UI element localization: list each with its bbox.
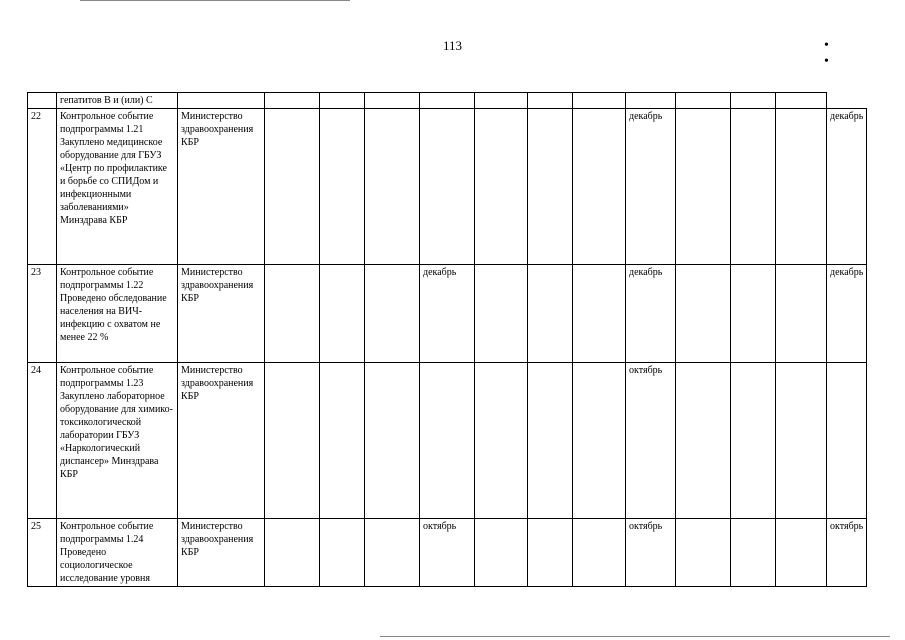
row-number-cell: 25: [28, 519, 57, 587]
period-cell: октябрь: [626, 519, 676, 587]
continuation-row: [28, 93, 867, 109]
period-cell: декабрь: [827, 109, 867, 265]
period-cell: [776, 265, 827, 363]
period-cell: [573, 265, 626, 363]
period-cell: [776, 363, 827, 519]
event-cell: Контрольное событие подпрограммы 1.24 Проведено социологическое исследование уровня: [57, 519, 178, 587]
period-cell: [320, 109, 365, 265]
period-cell: [676, 519, 731, 587]
period-cell: октябрь: [626, 363, 676, 519]
period-cell: декабрь: [626, 265, 676, 363]
table-row: [28, 265, 867, 363]
event-cell: Контрольное событие подпрограммы 1.21 Закуплено медицинское оборудование для ГБУЗ «Центр по профилактике и борьбе со СПИДом и инфекционными заболеваниями» Минздрава КБР: [57, 109, 178, 265]
period-cell: [573, 109, 626, 265]
period-cell: [265, 363, 320, 519]
period-cell: [827, 363, 867, 519]
period-cell: декабрь: [827, 265, 867, 363]
row-number-cell: 22: [28, 109, 57, 265]
period-cell: [420, 363, 475, 519]
period-cell: [420, 109, 475, 265]
period-cell: [365, 265, 420, 363]
num-cell: [28, 93, 57, 109]
period-cell: [320, 265, 365, 363]
period-cell: [265, 519, 320, 587]
period-cell: [265, 265, 320, 363]
period-cell: [320, 519, 365, 587]
period-cell: декабрь: [626, 109, 676, 265]
period-cell: [365, 519, 420, 587]
period-cell: [265, 109, 320, 265]
table-row: [28, 109, 867, 265]
period-cell: [731, 519, 776, 587]
row-number-cell: 24: [28, 363, 57, 519]
period-cell: [475, 519, 528, 587]
responsible-cell: Министерство здравоохранения КБР: [178, 109, 265, 265]
scan-artifact-bottom: [380, 636, 890, 639]
event-cell: Контрольное событие подпрограммы 1.23 Закуплено лабораторное оборудование для химико-токсикологической лаборатории ГБУЗ «Наркологический диспансер» Минздрава КБР: [57, 363, 178, 519]
period-cell: [731, 109, 776, 265]
scan-artifact-top: [80, 0, 350, 3]
period-cell: [676, 363, 731, 519]
margin-marks: • •: [824, 38, 857, 69]
period-cell: [776, 109, 827, 265]
period-cell: [528, 519, 573, 587]
event-cell: Контрольное событие подпрограммы 1.22 Проведено обследование населения на ВИЧ-инфекцию с охватом не менее 22 %: [57, 265, 178, 363]
responsible-cell: Министерство здравоохранения КБР: [178, 265, 265, 363]
period-cell: [573, 519, 626, 587]
period-cell: [776, 519, 827, 587]
table-row: [28, 519, 867, 587]
page-number: 113: [442, 38, 463, 53]
responsible-cell: Министерство здравоохранения КБР: [178, 363, 265, 519]
period-cell: [731, 363, 776, 519]
period-cell: декабрь: [420, 265, 475, 363]
period-cell: [365, 363, 420, 519]
period-cell: [528, 363, 573, 519]
table-row: [28, 363, 867, 519]
period-cell: [528, 265, 573, 363]
period-cell: [365, 109, 420, 265]
period-cell: [320, 363, 365, 519]
period-cell: [475, 265, 528, 363]
period-cell: [528, 109, 573, 265]
period-cell: октябрь: [420, 519, 475, 587]
row-number-cell: 23: [28, 265, 57, 363]
responsible-cell: Министерство здравоохранения КБР: [178, 519, 265, 587]
period-cell: [676, 265, 731, 363]
period-cell: [731, 265, 776, 363]
event-cell: гепатитов В и (или) С: [57, 93, 178, 109]
period-cell: [475, 109, 528, 265]
period-cell: [676, 109, 731, 265]
period-cell: октябрь: [827, 519, 867, 587]
period-cell: [475, 363, 528, 519]
period-cell: [573, 363, 626, 519]
schedule-table: [27, 92, 867, 587]
